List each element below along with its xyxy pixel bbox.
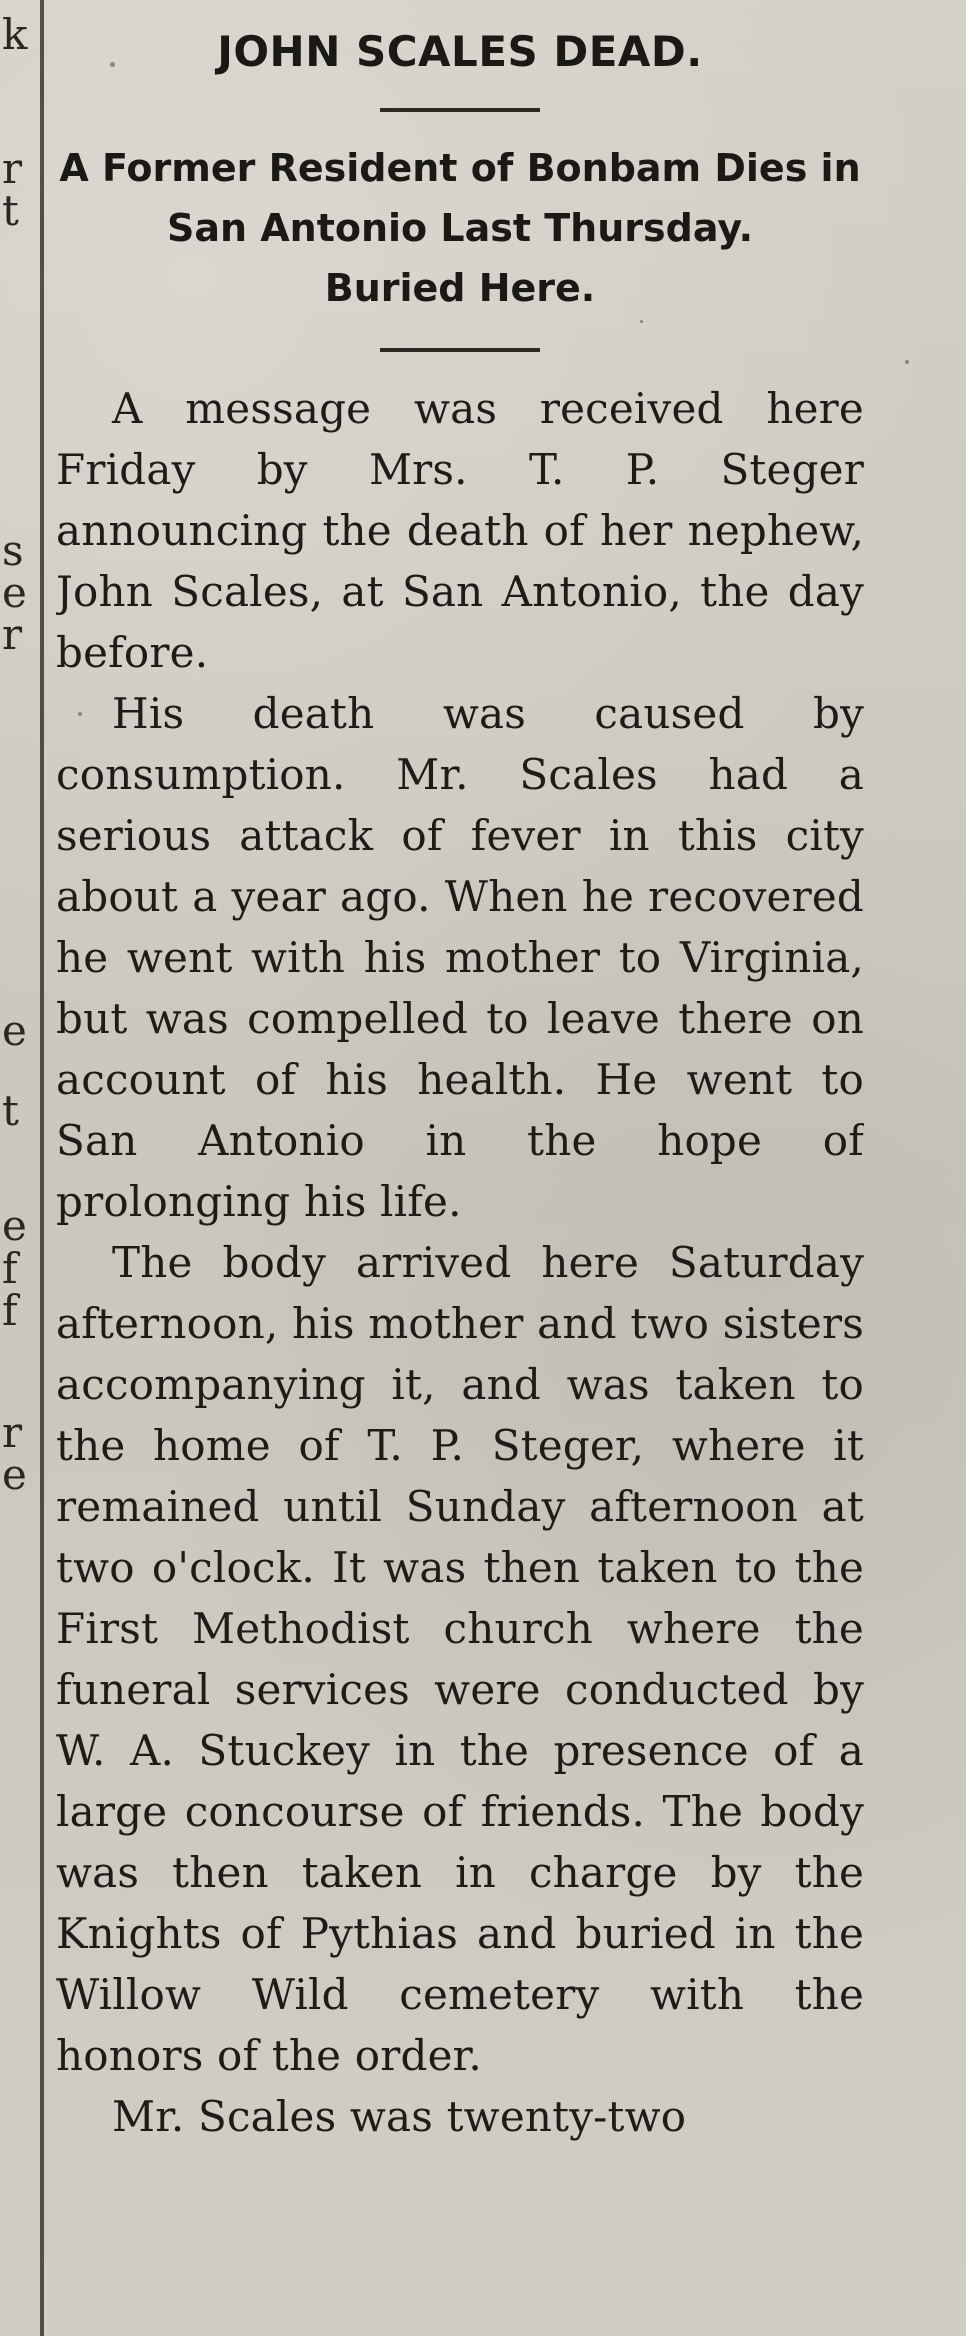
fragment-letter: f	[2, 1286, 18, 1335]
subhead-rule	[380, 348, 540, 352]
fragment-letter: e	[2, 1450, 27, 1499]
paragraph: His death was caused by consumption. Mr. Scales had a serious attack of fever in this city about a year ago. When he recovered he went with his mother to Virginia, but was compelled to leave there on account of his health. He went to San Antonio in the hope of prolonging his life.	[56, 689, 864, 1226]
fragment-letter: e	[2, 568, 27, 617]
fragment-letter: r	[2, 144, 23, 193]
fragment-letter: k	[2, 10, 28, 59]
adjacent-column-fragment	[0, 0, 34, 2336]
fragment-letter: r	[2, 610, 23, 659]
column-divider	[40, 0, 44, 2336]
article-body	[56, 378, 864, 2147]
print-speck	[905, 360, 909, 364]
fragment-letter: f	[2, 1244, 18, 1293]
paragraph: The body arrived here Saturday afternoon, his mother and two sisters accompanying it, and was taken to the home of T. P. Steger, where it remained until Sunday afternoon at two o'clock. It was then taken to the First Methodist church where the funeral services were conducted by W. A. Stuckey in the presence of a large concourse of friends. The body was then taken in charge by the Knights of Pythias and buried in the Willow Wild cemetery with the honors of the order.	[56, 1238, 864, 2080]
fragment-letter: r	[2, 1408, 23, 1457]
headline-rule	[380, 108, 540, 112]
print-speck	[78, 712, 82, 716]
subhead-line: A Former Resident of Bonbam Dies in	[59, 146, 861, 190]
fragment-letter: t	[2, 186, 19, 235]
obituary-article	[56, 18, 864, 2328]
paragraph: A message was received here Friday by Mrs. T. P. Steger announcing the death of her nephew, John Scales, at San Antonio, the day before.	[56, 384, 864, 677]
print-speck	[110, 62, 115, 67]
subhead-line: Buried Here.	[324, 266, 596, 310]
fragment-letter: e	[2, 1201, 27, 1250]
fragment-letter: e	[2, 1006, 27, 1055]
fragment-letter: s	[2, 526, 24, 575]
article-headline: JOHN SCALES DEAD.	[217, 27, 703, 76]
subhead-line: San Antonio Last Thursday.	[166, 206, 754, 250]
cutoff-paragraph-line: Mr. Scales was twenty-two	[112, 2092, 687, 2141]
fragment-letter: t	[2, 1086, 19, 1135]
print-speck	[640, 320, 643, 323]
article-subheadline	[56, 138, 864, 318]
